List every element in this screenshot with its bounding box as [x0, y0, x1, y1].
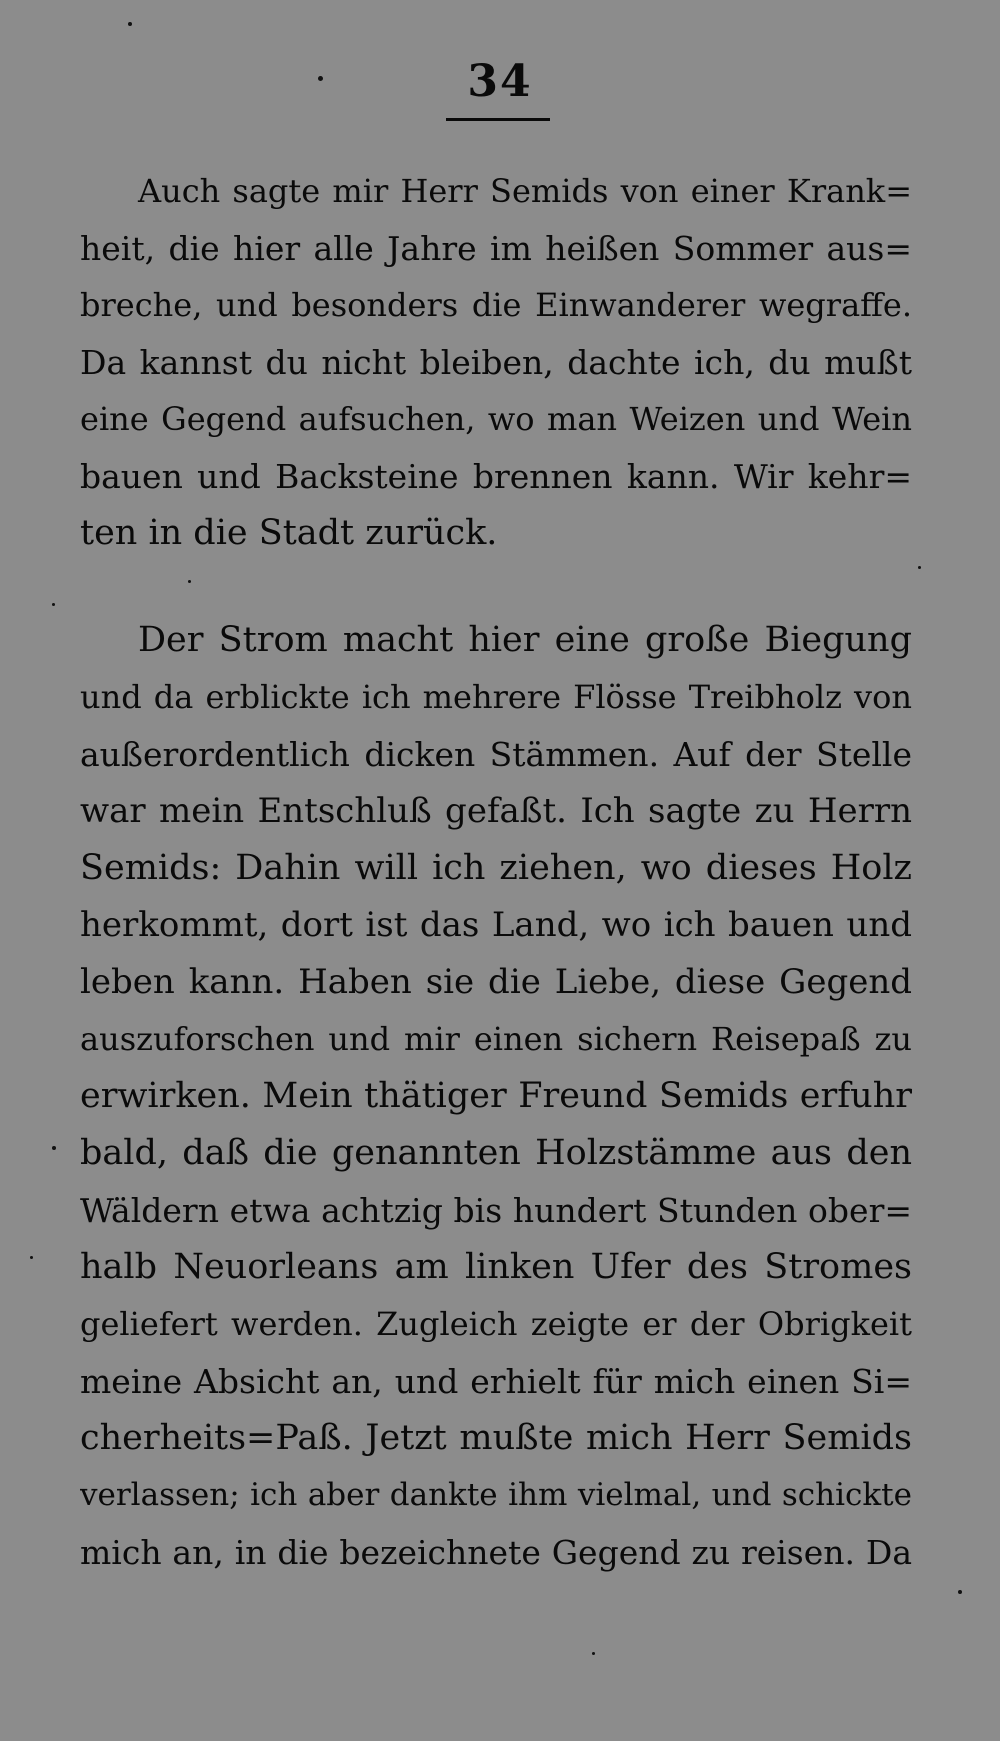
paragraph-1 [80, 163, 912, 562]
text-line: bald, daß die genannten Holzstämme aus den [80, 1133, 912, 1173]
scan-speck [318, 76, 323, 81]
text-line: bauen und Backsteine brennen kann. Wir kehr= [80, 457, 912, 496]
scan-speck [52, 603, 55, 606]
text-line: leben kann. Haben sie die Liebe, diese Gegend [80, 962, 912, 1002]
header-rule [446, 118, 550, 121]
text-line: heit, die hier alle Jahre im heißen Sommer aus= [80, 229, 912, 268]
text-line: herkommt, dort ist das Land, wo ich bauen und [80, 905, 912, 945]
text-line: halb Neuorleans am linken Ufer des Stromes [80, 1247, 912, 1287]
text-line: außerordentlich dicken Stämmen. Auf der Stelle [80, 735, 912, 774]
paragraph-2 [80, 612, 912, 1581]
scan-speck [128, 22, 132, 26]
scan-speck [30, 1256, 33, 1259]
text-line: ten in die Stadt zurück. [80, 513, 498, 553]
text-line: mich an, in die bezeichnete Gegend zu reisen. Da [80, 1533, 912, 1572]
scan-speck [188, 580, 191, 583]
text-line: auszuforschen und mir einen sichern Reisepaß zu [80, 1020, 912, 1058]
text-line: meine Absicht an, und erhielt für mich einen Si= [80, 1362, 912, 1401]
scan-speck [52, 1146, 56, 1150]
text-line: Semids: Dahin will ich ziehen, wo dieses Holz [80, 848, 912, 888]
scan-speck [958, 1590, 962, 1594]
text-line: erwirken. Mein thätiger Freund Semids erfuhr [80, 1076, 912, 1116]
text-line: geliefert werden. Zugleich zeigte er der Obrigkeit [80, 1305, 912, 1343]
text-line: verlassen; ich aber dankte ihm vielmal, und schickte [80, 1477, 912, 1513]
scan-speck [918, 566, 921, 569]
text-line: Auch sagte mir Herr Semids von einer Krank= [138, 172, 912, 210]
text-line: war mein Entschluß gefaßt. Ich sagte zu Herrn [80, 791, 912, 831]
text-line: cherheits=Paß. Jetzt mußte mich Herr Semids [80, 1418, 912, 1458]
text-line: Der Strom macht hier eine große Biegung [138, 620, 912, 660]
text-line: Wäldern etwa achtzig bis hundert Stunden ober= [80, 1191, 912, 1230]
text-line: Da kannst du nicht bleiben, dachte ich, du mußt [80, 343, 912, 382]
text-line: und da erblickte ich mehrere Flösse Treibholz von [80, 678, 912, 716]
text-line: eine Gegend aufsuchen, wo man Weizen und Wein [80, 400, 912, 438]
text-line: breche, und besonders die Einwanderer wegraffe. [80, 286, 912, 324]
page-number: 34 [467, 56, 533, 107]
scan-speck [592, 1652, 595, 1655]
